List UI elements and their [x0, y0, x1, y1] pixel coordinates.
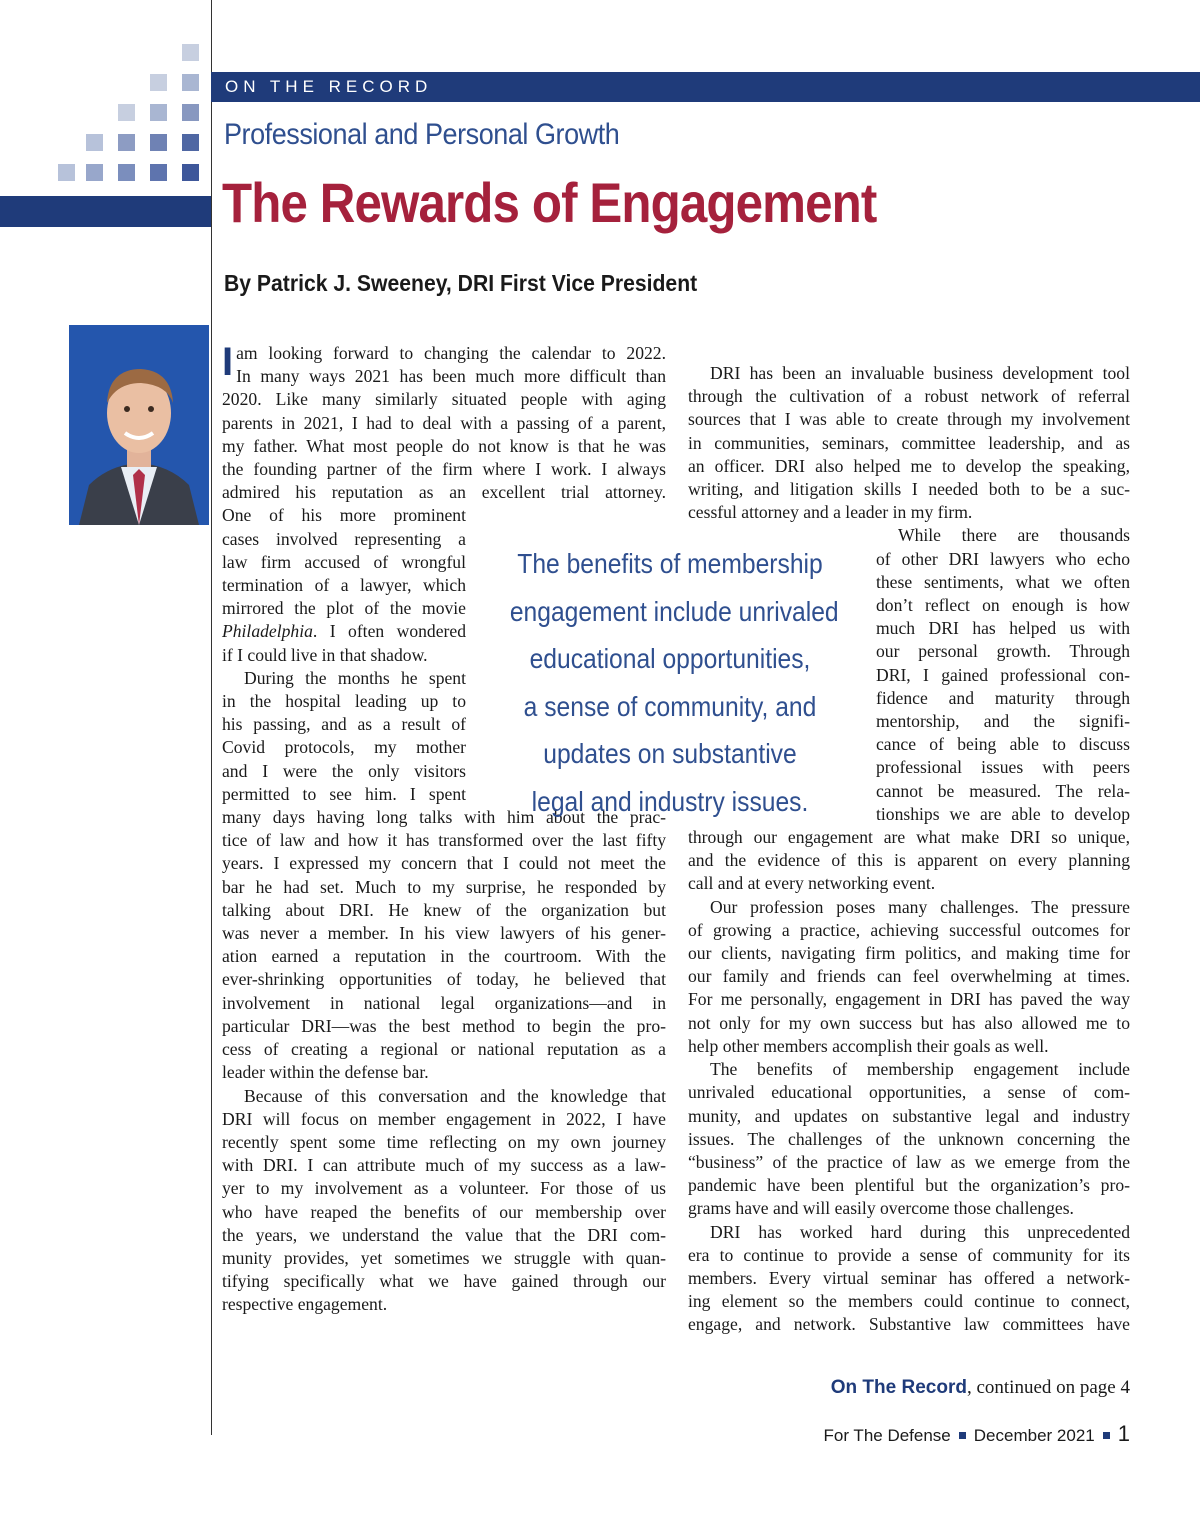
- portrait-icon: [69, 325, 209, 525]
- issue-date: December 2021: [973, 1426, 1095, 1445]
- text-line: professional issues with peers: [876, 757, 1130, 778]
- text-line: our personal growth. Through: [876, 641, 1130, 662]
- section-label: ON THE RECORD: [225, 77, 433, 96]
- movie-title: Philadelphia: [222, 621, 313, 642]
- text-line: law firm accused of wrongful: [222, 551, 466, 572]
- decorative-square: [150, 104, 167, 121]
- text-line: Because of this conversation and the knowledge that: [244, 1085, 666, 1106]
- text-line: pandemic have been plentiful but the organization’s pro-: [688, 1175, 1130, 1196]
- pull-quote-line: educational opportunities,: [529, 643, 811, 674]
- text-line: DRI, I gained professional con-: [876, 664, 1130, 685]
- text-line: DRI has worked hard during this unprecedented: [710, 1221, 1130, 1242]
- article-subtitle: Professional and Personal Growth: [224, 118, 620, 151]
- text-line: leader within the defense bar.: [222, 1062, 429, 1083]
- text-line: not only for my own success but has also allowed me to: [688, 1012, 1130, 1033]
- decorative-square: [118, 164, 135, 181]
- text-line: mentorship, and the signifi-: [876, 711, 1130, 732]
- text-line: mirrored the plot of the movie: [222, 598, 466, 619]
- text-line: admired his reputation as an excellent trial attorney.: [222, 482, 666, 503]
- decorative-square: [182, 164, 199, 181]
- text-line: particular DRI—was the best method to begin the pro-: [222, 1015, 666, 1036]
- text-line: yer to my involvement as a volunteer. For those of us: [222, 1178, 666, 1199]
- page-number: 1: [1117, 1421, 1130, 1446]
- text-line: much DRI has helped us with: [876, 618, 1130, 639]
- text-line: bar he had set. Much to my surprise, he responded by: [222, 876, 666, 897]
- paragraph: [688, 1058, 1130, 1220]
- article-title: The Rewards of Engagement: [222, 171, 877, 234]
- text-line: Our profession poses many challenges. The pressure: [710, 896, 1130, 917]
- text-line: was never a member. In his view lawyers of his gener-: [222, 923, 666, 944]
- decorative-square: [150, 74, 167, 91]
- text-line: For me personally, engagement in DRI has paved the way: [688, 989, 1130, 1010]
- text-line: cance of being able to discuss: [876, 734, 1130, 755]
- text-line: issues. The challenges of the unknown concerning the: [688, 1128, 1130, 1149]
- section-banner: [211, 72, 1200, 102]
- text-line: the founding partner of the firm where I work. I always: [222, 459, 666, 480]
- text-line: years. I expressed my concern that I could not meet the: [222, 853, 666, 874]
- text-line: with DRI. I can attribute much of my success as a law-: [222, 1155, 666, 1176]
- text-line: through the cultivation of a robust network of referral: [688, 386, 1130, 407]
- text-line: the years, we understand the value that the DRI com-: [222, 1224, 666, 1245]
- article-column-left: [222, 342, 666, 1317]
- byline: By Patrick J. Sweeney, DRI First Vice President: [224, 270, 698, 296]
- decorative-square: [182, 134, 199, 151]
- text-line: in the hospital leading up to: [222, 691, 466, 712]
- text-line: of growing a practice, achieving successful outcomes for: [688, 919, 1130, 940]
- text-line: his passing, and as a result of: [222, 714, 466, 735]
- text-line: cessful attorney and a leader in my firm.: [688, 502, 973, 523]
- text-line: these sentiments, what we often: [876, 571, 1130, 592]
- text-line: During the months he spent: [244, 667, 466, 688]
- bullet-icon: [1103, 1432, 1110, 1439]
- text-line: in communities, seminars, committee leadership, and as: [688, 432, 1130, 453]
- text-line: tice of law and how it has transformed over the last fifty: [222, 830, 666, 851]
- text-line: DRI will focus on member engagement in 2022, I have: [222, 1108, 666, 1129]
- text-line: my father. What most people do not know is that he was: [222, 435, 666, 456]
- pull-quote-line: a sense of community, and: [523, 690, 817, 722]
- decorative-square: [118, 134, 135, 151]
- text-line: am looking forward to changing the calendar to 2022.: [236, 343, 666, 363]
- text-line: ever-shrinking opportunities of today, he believed that: [222, 969, 666, 990]
- decorative-square: [182, 74, 199, 91]
- paragraph: [222, 1085, 666, 1317]
- article-column-right: [688, 362, 1130, 1337]
- text-fragment: . I often wondered: [312, 621, 466, 642]
- text-line: cannot be measured. The rela-: [876, 780, 1130, 801]
- decorative-square: [150, 134, 167, 151]
- text-line: tionships we are able to develop: [876, 803, 1130, 824]
- text-line: if I could live in that shadow.: [222, 644, 428, 665]
- continued-link[interactable]: On The Record: [830, 1377, 967, 1398]
- decorative-square: [58, 164, 75, 181]
- paragraph: [688, 1221, 1130, 1337]
- text-line: respective engagement.: [222, 1294, 388, 1315]
- text-line: engage, and network. Substantive law committees have: [688, 1314, 1130, 1335]
- decorative-square: [118, 104, 135, 121]
- text-line: cases involved representing a: [222, 528, 466, 549]
- publication-name: For The Defense: [823, 1426, 951, 1445]
- decorative-square: [182, 44, 199, 61]
- text-line: The benefits of membership engagement include: [710, 1059, 1130, 1080]
- text-line: through our engagement are what make DRI so unique,: [688, 827, 1130, 848]
- text-line: munity, and updates on substantive legal and industry: [688, 1105, 1130, 1126]
- pull-quote-line: legal and industry issues.: [531, 785, 809, 817]
- text-line: termination of a lawyer, which: [222, 575, 466, 596]
- paragraph: [688, 524, 1130, 895]
- text-line: In many ways 2021 has been much more difficult than: [236, 366, 666, 387]
- decorative-square: [86, 134, 103, 151]
- decorative-square-grid: [0, 0, 210, 200]
- left-accent-bar: [0, 196, 211, 227]
- text-line: writing, and litigation skills I needed both to be a suc-: [688, 479, 1130, 500]
- page-footer: [824, 1421, 1130, 1447]
- page-divider-line: [211, 0, 212, 1435]
- decorative-square: [150, 164, 167, 181]
- text-line: permitted to see him. I spent: [222, 783, 466, 804]
- text-line: While there are thousands: [898, 525, 1130, 546]
- text-line: talking about DRI. He knew of the organization but: [222, 899, 666, 920]
- text-line: fidence and maturity through: [876, 687, 1130, 708]
- text-line: our family and friends can feel overwhelming at times.: [688, 966, 1130, 987]
- text-line: “business” of the practice of law as we emerge from the: [688, 1151, 1130, 1172]
- text-line: don’t reflect on enough is how: [876, 595, 1130, 616]
- text-line: cess of creating a regional or national reputation as a: [222, 1039, 666, 1060]
- text-line: Covid protocols, my mother: [222, 737, 466, 758]
- text-line: who have reaped the benefits of our membership over: [222, 1201, 666, 1222]
- paragraph: [688, 362, 1130, 524]
- text-line: of other DRI lawyers who echo: [876, 548, 1130, 569]
- text-line: help other members accomplish their goals as well.: [688, 1035, 1049, 1056]
- text-line: parents in 2021, I had to deal with a passing of a parent,: [222, 412, 666, 433]
- text-line: ing element so the members could continue to connect,: [688, 1291, 1130, 1312]
- text-line: ation earned a reputation in the courtroom. With the: [222, 946, 666, 967]
- decorative-square: [86, 164, 103, 181]
- bullet-icon: [959, 1432, 966, 1439]
- author-portrait-photo: [69, 325, 209, 525]
- text-line: our clients, navigating firm politics, and making time for: [688, 943, 1130, 964]
- text-line: call and at every networking event.: [688, 873, 936, 894]
- text-line: members. Every virtual seminar has offered a network-: [688, 1267, 1130, 1288]
- text-line: and I were the only visitors: [222, 760, 466, 781]
- paragraph: [688, 896, 1130, 1058]
- text-line: and the evidence of this is apparent on every planning: [688, 850, 1130, 871]
- text-line: sources that I was able to create through my involvement: [688, 409, 1130, 430]
- text-line: era to continue to provide a sense of community for its: [688, 1244, 1130, 1265]
- text-line: grams have and will easily overcome those challenges.: [688, 1198, 1074, 1219]
- continued-text: , continued on page 4: [966, 1377, 1130, 1398]
- text-line: unrivaled educational opportunities, a sense of com-: [688, 1082, 1130, 1103]
- pull-quote-line: engagement include unrivaled: [509, 595, 839, 627]
- pull-quote-line: updates on substantive: [543, 738, 797, 769]
- text-line: [222, 620, 466, 643]
- text-line: munity provides, yet sometimes we struggle with quan-: [222, 1247, 666, 1268]
- text-line: tifying specifically what we have gained through our: [222, 1271, 666, 1292]
- pull-quote-line: The benefits of membership: [517, 548, 823, 579]
- text-line: DRI has been an invaluable business development tool: [710, 363, 1130, 383]
- text-line: many days having long talks with him about the prac-: [222, 807, 666, 828]
- continued-note: [831, 1377, 1130, 1399]
- text-line: 2020. Like many similarly situated people with aging: [222, 389, 666, 410]
- text-line: an officer. DRI also helped me to develop the speaking,: [688, 455, 1130, 476]
- decorative-square: [182, 104, 199, 121]
- drop-cap: I: [222, 340, 234, 384]
- text-line: involvement in national legal organizations—and in: [222, 992, 666, 1013]
- text-line: recently spent some time reflecting on my own journey: [222, 1131, 666, 1152]
- text-line: One of his more prominent: [222, 505, 466, 526]
